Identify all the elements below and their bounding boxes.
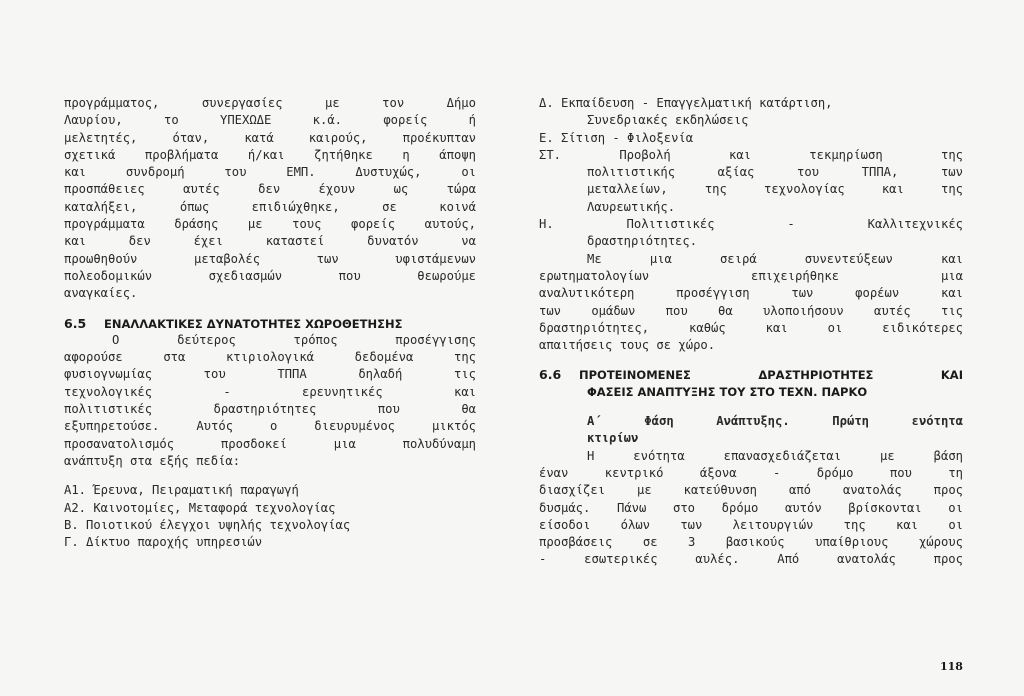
text-line: και δεν έχει καταστεί δυνατόν να: [64, 234, 476, 249]
text-line: έναν κεντρικό άξονα - δρόμο που τη: [539, 465, 963, 480]
list-item-h: [539, 216, 963, 251]
text-line: ερωτηματολογίων επιχειρήθηκε μια: [539, 268, 963, 283]
text-line: πολεοδομικών σχεδιασμών που θεωρούμε: [64, 268, 476, 283]
page-number: 118: [940, 660, 963, 673]
left-column: [64, 95, 476, 551]
text-line: Ο δεύτερος τρόπος προσέγγισης: [112, 332, 476, 347]
paragraph-interviews: [539, 251, 963, 355]
text-line: καταλήξει, όπως επιδιώχθηκε, σε κοινά: [64, 199, 476, 214]
right-column: [539, 95, 963, 569]
list-item-st: [539, 147, 963, 216]
text-line: εξυπηρετούσε. Αυτός ο διευρυμένος μικτός: [64, 419, 476, 434]
text-line: Η ενότητα επανασχεδιάζεται με βάση: [587, 448, 963, 463]
text-line: προγράμματα δράσης με τους φορείς αυτούς,: [64, 217, 476, 232]
text-line: φυσιογνωμίας του ΤΠΠΑ δηλαδή τις: [64, 367, 476, 382]
text-line: μελετητές, όταν, κατά καιρούς, προέκυπταν: [64, 130, 476, 145]
section-number: 6.6: [539, 367, 562, 383]
paragraph-second-approach: [64, 332, 476, 470]
paragraph-unit-description: [539, 448, 963, 569]
text-line: σχετικά προβλήματα ή/και ζητήθηκε η άποψη: [64, 147, 476, 162]
text-line: αφορούσε στα κτιριολογικά δεδομένα της: [64, 350, 476, 365]
section-heading-6-6: [539, 366, 963, 401]
text-line: είσοδοι όλων των λειτουργιών της και οι: [539, 517, 963, 532]
list-item-d: [539, 95, 963, 130]
text-line: τεχνολογικές - ερευνητικές και: [64, 384, 476, 399]
text-line: Λαυρίου, το ΥΠΕΧΩΔΕ κ.ά. φορείς ή: [64, 113, 476, 128]
section-title: ΕΝΑΛΛΑΚΤΙΚΕΣ ΔΥΝΑΤΟΤΗΤΕΣ ΧΩΡΟΘΕΤΗΣΗΣ: [104, 316, 403, 331]
list-item-e: Ε. Σίτιση - Φιλοξενία: [539, 130, 694, 145]
section-title: ΠΡΟΤΕΙΝΟΜΕΝΕΣ ΔΡΑΣΤΗΡΙΟΤΗΤΕΣ ΚΑΙ: [579, 368, 963, 383]
text-line: προσπάθειες αυτές δεν έχουν ως τώρα: [64, 182, 476, 197]
text-line: Η. Πολιτιστικές - Καλλιτεχνικές: [539, 217, 963, 232]
section-title-line2: ΦΑΣΕΙΣ ΑΝΑΠΤΥΞΗΣ ΤΟΥ ΣΤΟ ΤΕΧΝ. ΠΑΡΚΟ: [587, 384, 868, 399]
text-line: και συνδρομή του ΕΜΠ. Δυστυχώς, οι: [64, 165, 476, 180]
phase-subheading: [539, 413, 963, 448]
text-line: ανάπτυξη στα εξής πεδία:: [64, 453, 241, 468]
activity-list: [64, 482, 476, 551]
section-heading-6-5: [64, 315, 476, 332]
text-line: προσβάσεις σε 3 βασικούς υπαίθριους χώρους: [539, 535, 963, 550]
paragraph-cooperation: [64, 95, 476, 303]
text-line: ΣΤ. Προβολή και τεκμηρίωση της: [539, 147, 963, 162]
text-line: μεταλλείων, της τεχνολογίας και της: [587, 182, 963, 197]
text-line: Συνεδριακές εκδηλώσεις: [587, 113, 749, 128]
text-line: προωθηθούν μεταβολές των υφιστάμενων: [64, 251, 476, 266]
section-heading-line: [539, 366, 963, 383]
text-line: δραστηριότητες, καθώς και οι ειδικότερες: [539, 320, 963, 335]
text-line: Α΄ Φάση Ανάπτυξης. Πρώτη ενότητα: [587, 414, 963, 429]
text-line: κτιρίων: [587, 431, 639, 446]
text-line: Δ. Εκπαίδευση - Επαγγελματική κατάρτιση,: [539, 96, 833, 110]
text-line: Με μια σειρά συνεντεύξεων και: [587, 251, 963, 266]
text-line: προσανατολισμός προσδοκεί μια πολυδύναμη: [64, 436, 476, 451]
text-line: πολιτιστικής αξίας του ΤΠΠΑ, των: [587, 165, 963, 180]
text-line: αναγκαίες.: [64, 286, 138, 301]
text-line: των ομάδων που θα υλοποιήσουν αυτές τις: [539, 303, 963, 318]
list-item: Α2. Καινοτομίες, Μεταφορά τεχνολογίας: [64, 500, 336, 515]
text-line: - εσωτερικές αυλές. Από ανατολάς προς: [539, 552, 963, 567]
text-line: προγράμματος, συνεργασίες με τον Δήμο: [64, 96, 476, 110]
list-item: Α1. Έρευνα, Πειραματική παραγωγή: [64, 483, 299, 498]
text-line: διασχίζει με κατεύθυνση από ανατολάς προς: [539, 483, 963, 498]
text-line: πολιτιστικές δραστηριότητες που θα: [64, 402, 476, 417]
text-line: Λαυρεωτικής.: [587, 199, 676, 214]
list-item: Β. Ποιοτικού έλεγχοι υψηλής τεχνολογίας: [64, 517, 351, 532]
section-number: 6.5: [64, 315, 87, 331]
text-line: αναλυτικότερη προσέγγιση των φορέων και: [539, 286, 963, 301]
text-line: απαιτήσεις τους σε χώρο.: [539, 338, 716, 353]
text-line: δραστηριότητες.: [587, 234, 698, 249]
list-item: Γ. Δίκτυο παροχής υπηρεσιών: [64, 535, 263, 550]
text-line: δυσμάς. Πάνω στο δρόμο αυτόν βρίσκονται οι: [539, 500, 963, 515]
